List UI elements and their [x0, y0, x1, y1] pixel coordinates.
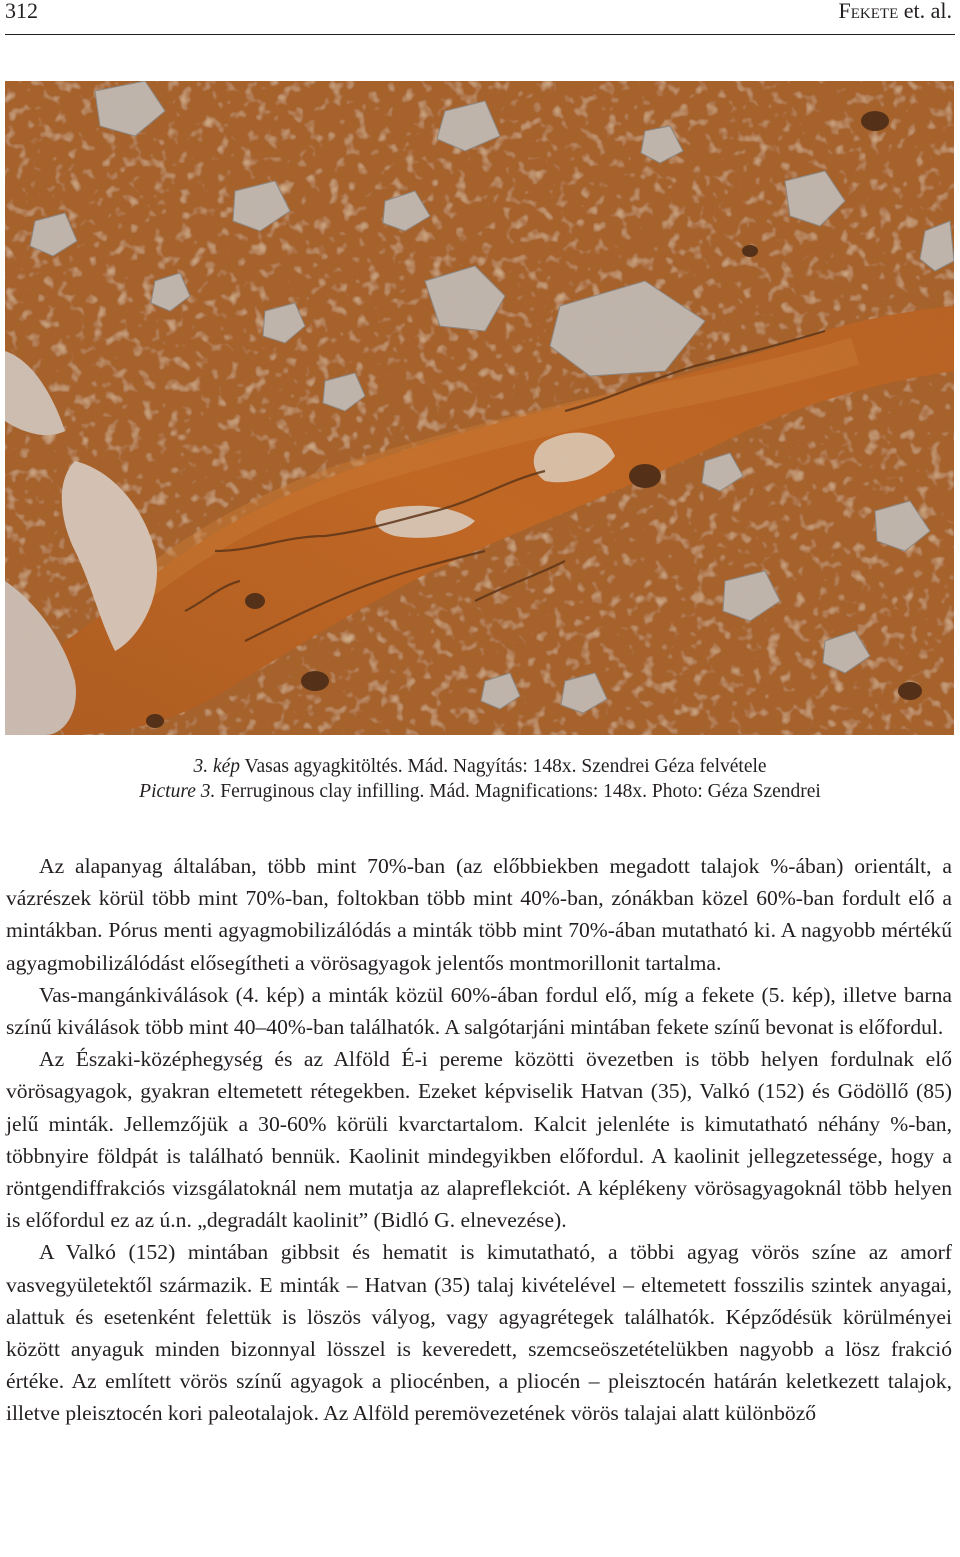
micrograph-photo [5, 81, 954, 735]
figure-caption-hu [0, 755, 960, 779]
page-number: 312 [5, 0, 38, 23]
paragraph: Az alapanyag általában, több mint 70%-ban (az előbbiekben megadott talajok %-ában) orientált, a vázrészek körül több mint 70%-ban, foltokban több mint 40%-ban, zónákban közel 60%-ban fordult elő a mintákban. Pórus menti agyagmobilizálódás a minták több mint 70%-ában mutatható ki. A nagyobb mértékű agyagmobilizálódást elősegítheti a vörösagyagok jelentős montmorillonit tartalma. [6, 854, 952, 975]
caption-en-text: Ferruginous clay infilling. Mád. Magnifications: 148x. Photo: Géza Szendrei [220, 781, 821, 802]
paragraph: Vas-mangánkiválások (4. kép) a minták közül 60%-ában fordul elő, míg a fekete (5. kép), illetve barna színű kiválások több mint 40–40%-ban találhatók. A salgótarjáni mintában fekete színű bevonat is előfordul. [6, 982, 952, 1040]
running-head-author: Fekete [838, 0, 899, 23]
paragraph: Az Északi-középhegység és az Alföld É-i pereme közötti övezetben is több helyen fordulnak elő vörösagyagok, gyakran eltemetett rétegekben. Ezeket képviselik Hatvan (35), Valkó (152) és Gödöllő (85) jelű minták. Jellemzőjük a 30-60% körüli kvarctartalom. Kalcit jelenléte is kimutatható néhány %-ban, többnyire földpát is található bennük. Kaolinit mindegyikben előfordul. A kaolinit jellegzetessége, hogy a röntgendiffrakciós vizsgálatoknál nem mutatja az alapreflekciót. A képlékeny vörösagyagoknál több helyen is előfordul ez az ú.n. „degradált kaolinit” (Bidló G. elnevezése). [6, 1047, 952, 1233]
caption-hu-label: 3. kép [193, 756, 241, 777]
paragraph: A Valkó (152) mintában gibbsit és hematit is kimutatható, a többi agyag vörös színe az amorf vasvegyületektől származik. E minták – Hatvan (35) talaj kivételével – eltemetett fosszilis szintek anyagai, alattuk és esetenként felettük is löszös vályog, vagy agyagrétegek találhatók. Képződésük körülményei között anyaguk minden bizonnyal lösszel is keveredett, szemcseöszetételükben nagyobb a lösz frakció értéke. Az említett vörös színű agyagok a pliocénben, a pliocén – pleisztocén határán keletkezett talajok, illetve pleisztocén kori paleotalajok. Az Alföld peremövezetének vörös talajai alatt különböző [6, 1240, 952, 1426]
caption-en-label: Picture 3. [139, 781, 216, 802]
running-head [839, 0, 952, 22]
header-rule [5, 34, 955, 35]
page-header [5, 0, 955, 34]
caption-hu-text: Vasas agyagkitöltés. Mád. Nagyítás: 148x. Szendrei Géza felvétele [244, 756, 767, 777]
micrograph-image [5, 81, 954, 735]
body-text [6, 850, 952, 1430]
figure-caption-en [0, 780, 960, 804]
running-head-suffix: et. al. [903, 0, 952, 23]
